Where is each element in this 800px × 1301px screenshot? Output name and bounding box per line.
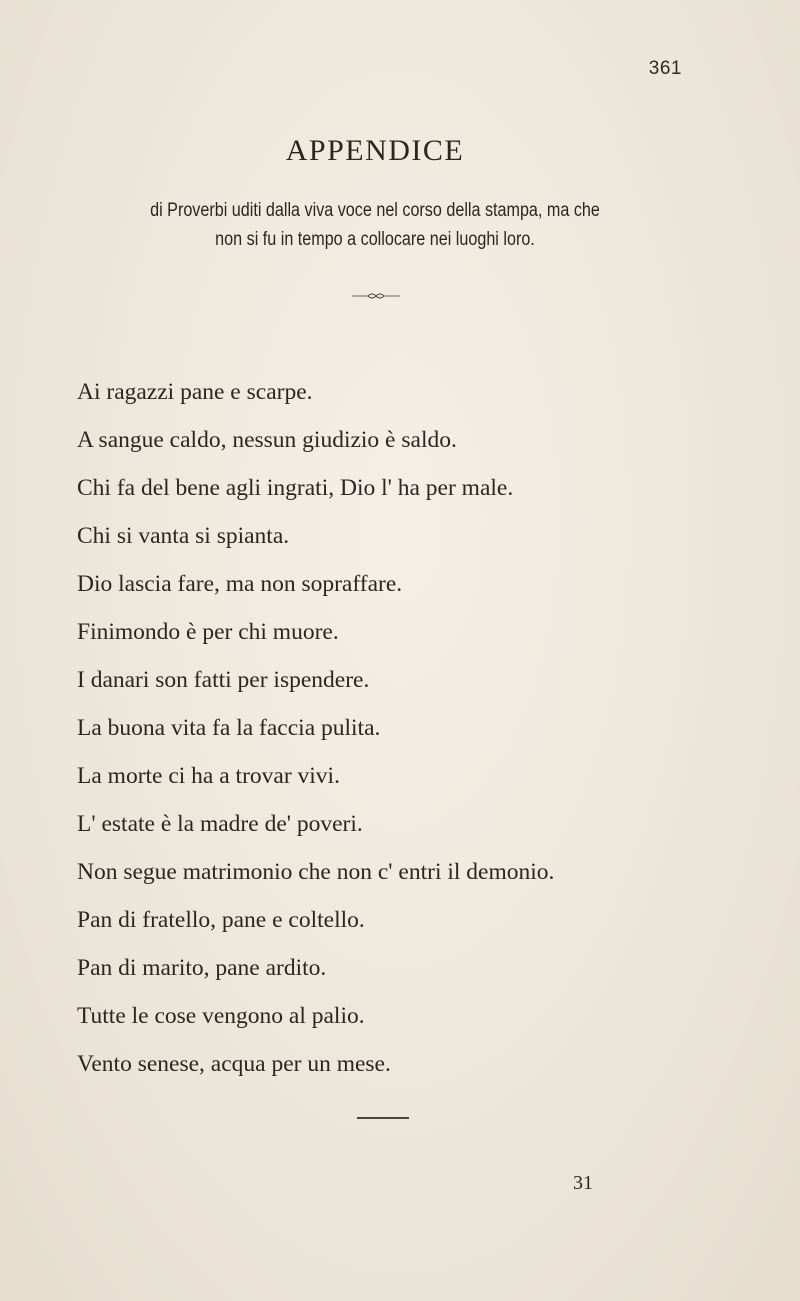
proverb-line: Dio lascia fare, ma non sopraffare. xyxy=(77,571,403,597)
proverb-list xyxy=(77,368,697,1088)
proverb-line: Pan di fratello, pane e coltello. xyxy=(77,907,365,933)
proverb-line: La buona vita fa la faccia pulita. xyxy=(77,715,381,741)
proverb-line: Chi si vanta si spianta. xyxy=(77,523,290,549)
subtitle: di Proverbi uditi dalla viva voce nel corso della stampa, ma che non si fu in tempo a collocare nei luoghi loro. xyxy=(150,200,600,250)
proverb-line: Tutte le cose vengono al palio. xyxy=(77,1003,365,1029)
proverb-line: La morte ci ha a trovar vivi. xyxy=(77,763,340,789)
proverb-line: Ai ragazzi pane e scarpe. xyxy=(77,379,313,405)
proverb-line: L' estate è la madre de' poveri. xyxy=(77,811,363,837)
proverb-line: Chi fa del bene agli ingrati, Dio l' ha per male. xyxy=(77,475,514,501)
proverb-line: I danari son fatti per ispendere. xyxy=(77,667,370,693)
proverb-line: A sangue caldo, nessun giudizio è saldo. xyxy=(77,427,457,453)
page-title: APPENDICE xyxy=(285,134,465,167)
signature-mark: 31 xyxy=(573,1172,593,1194)
page-number: 361 xyxy=(648,58,682,79)
proverb-line: Finimondo è per chi muore. xyxy=(77,619,339,645)
proverb-line: Pan di marito, pane ardito. xyxy=(77,955,327,981)
closing-rule xyxy=(357,1117,409,1119)
ornament-divider xyxy=(352,290,400,302)
proverb-line: Non segue matrimonio che non c' entri il demonio. xyxy=(77,859,555,885)
proverb-line: Vento senese, acqua per un mese. xyxy=(77,1051,391,1077)
